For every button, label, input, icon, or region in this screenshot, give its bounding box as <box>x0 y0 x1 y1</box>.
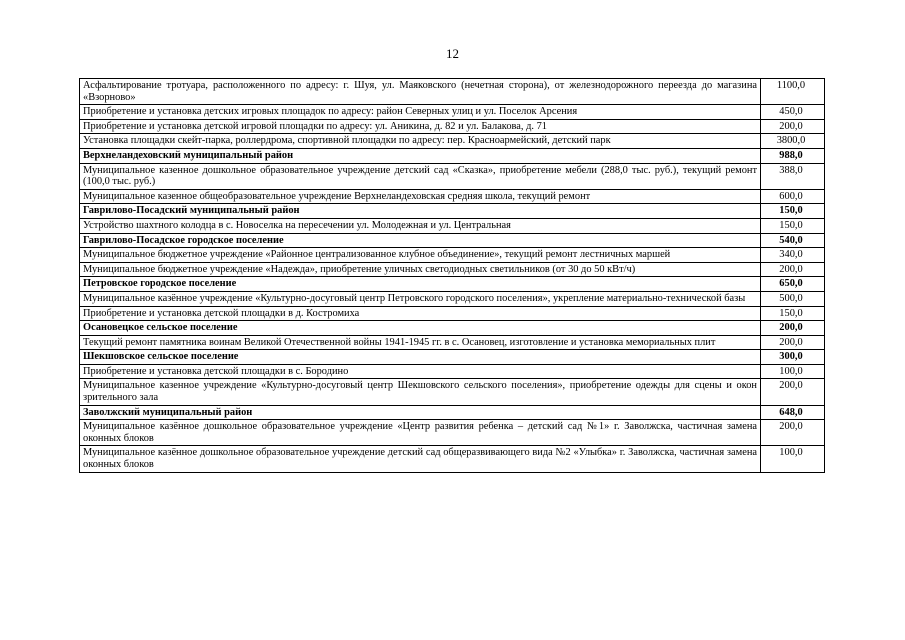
amount-cell: 1100,0 <box>761 79 825 105</box>
amount-cell: 100,0 <box>761 446 825 472</box>
table-group-row <box>80 321 825 336</box>
description-cell: Установка площадки скейт-парка, роллердрома, спортивной площадки по адресу: пер. Красноармейский, детский парк <box>80 134 761 149</box>
description-cell: Муниципальное казенное дошкольное образовательное учреждение детский сад «Сказка», приобретение мебели (288,0 тыс. руб.), текущий ремонт (100,0 тыс. руб.) <box>80 163 761 189</box>
table-row <box>80 379 825 405</box>
group-name-cell: Заволжский муниципальный район <box>80 405 761 420</box>
table-group-row <box>80 405 825 420</box>
page-number: 12 <box>446 46 459 61</box>
description-cell: Муниципальное казённое дошкольное образовательное учреждение детский сад общеразвивающего вида №2 «Улыбка» г. Заволжска, частичная замена оконных блоков <box>80 446 761 472</box>
table-row <box>80 446 825 472</box>
table-group-row <box>80 350 825 365</box>
group-amount-cell: 648,0 <box>761 405 825 420</box>
description-cell: Муниципальное бюджетное учреждение «Надежда», приобретение уличных светодиодных светильников (от 30 до 50 кВт/ч) <box>80 262 761 277</box>
table-group-row <box>80 204 825 219</box>
amount-cell: 600,0 <box>761 189 825 204</box>
description-cell: Устройство шахтного колодца в с. Новоселка на пересечении ул. Молодежная и ул. Центральная <box>80 218 761 233</box>
description-cell: Муниципальное казённое дошкольное образовательное учреждение «Центр развития ребенка – детский сад №1» г. Заволжска, частичная замена оконных блоков <box>80 420 761 446</box>
amount-cell: 200,0 <box>761 262 825 277</box>
group-amount-cell: 150,0 <box>761 204 825 219</box>
group-amount-cell: 200,0 <box>761 321 825 336</box>
description-cell: Муниципальное казенное учреждение «Культурно-досуговый центр Шекшовского сельского поселения», приобретение одежды для сцены и окон зрительного зала <box>80 379 761 405</box>
table-row <box>80 163 825 189</box>
group-amount-cell: 540,0 <box>761 233 825 248</box>
table-group-row <box>80 233 825 248</box>
amount-cell: 450,0 <box>761 105 825 120</box>
table-row <box>80 262 825 277</box>
group-name-cell: Гаврилово-Посадское городское поселение <box>80 233 761 248</box>
description-cell: Текущий ремонт памятника воинам Великой Отечественной войны 1941-1945 гг. в с. Осановец, изготовление и установка мемориальных плит <box>80 335 761 350</box>
amount-cell: 500,0 <box>761 291 825 306</box>
description-cell: Муниципальное казенное общеобразовательное учреждение Верхнеландеховская средняя школа, текущий ремонт <box>80 189 761 204</box>
table-row <box>80 134 825 149</box>
table-row <box>80 79 825 105</box>
table-row <box>80 364 825 379</box>
description-cell: Приобретение и установка детских игровых площадок по адресу: район Северных улиц и ул. Поселок Арсения <box>80 105 761 120</box>
description-cell: Приобретение и установка детской площадки в д. Костромиха <box>80 306 761 321</box>
amount-cell: 200,0 <box>761 335 825 350</box>
amount-cell: 3800,0 <box>761 134 825 149</box>
description-cell: Приобретение и установка детской площадки в с. Бородино <box>80 364 761 379</box>
group-name-cell: Шекшовское сельское поселение <box>80 350 761 365</box>
table-group-row <box>80 148 825 163</box>
table-row <box>80 248 825 263</box>
group-name-cell: Верхнеландеховский муниципальный район <box>80 148 761 163</box>
amount-cell: 100,0 <box>761 364 825 379</box>
amount-cell: 150,0 <box>761 218 825 233</box>
table-row <box>80 218 825 233</box>
group-name-cell: Осановецкое сельское поселение <box>80 321 761 336</box>
description-cell: Приобретение и установка детской игровой площадки по адресу: ул. Аникина, д. 82 и ул. Балакова, д. 71 <box>80 119 761 134</box>
amount-cell: 388,0 <box>761 163 825 189</box>
amount-cell: 200,0 <box>761 379 825 405</box>
group-name-cell: Гаврилово-Посадский муниципальный район <box>80 204 761 219</box>
table-row <box>80 335 825 350</box>
amount-cell: 340,0 <box>761 248 825 263</box>
amount-cell: 200,0 <box>761 420 825 446</box>
table-group-row <box>80 277 825 292</box>
group-amount-cell: 650,0 <box>761 277 825 292</box>
table-row <box>80 420 825 446</box>
allocation-table <box>79 78 825 473</box>
description-cell: Муниципальное казённое учреждение «Культурно-досуговый центр Петровского городского поселения», укрепление материально-технической базы <box>80 291 761 306</box>
table-row <box>80 189 825 204</box>
allocation-table-body <box>80 79 825 473</box>
amount-cell: 200,0 <box>761 119 825 134</box>
group-amount-cell: 988,0 <box>761 148 825 163</box>
group-amount-cell: 300,0 <box>761 350 825 365</box>
description-cell: Асфальтирование тротуара, расположенного по адресу: г. Шуя, ул. Маяковского (нечетная сторона), от железнодорожного переезда до магазина «Взорново» <box>80 79 761 105</box>
table-row <box>80 119 825 134</box>
group-name-cell: Петровское городское поселение <box>80 277 761 292</box>
description-cell: Муниципальное бюджетное учреждение «Районное централизованное клубное объединение», текущий ремонт лестничных маршей <box>80 248 761 263</box>
table-row <box>80 291 825 306</box>
table-row <box>80 105 825 120</box>
table-row <box>80 306 825 321</box>
amount-cell: 150,0 <box>761 306 825 321</box>
